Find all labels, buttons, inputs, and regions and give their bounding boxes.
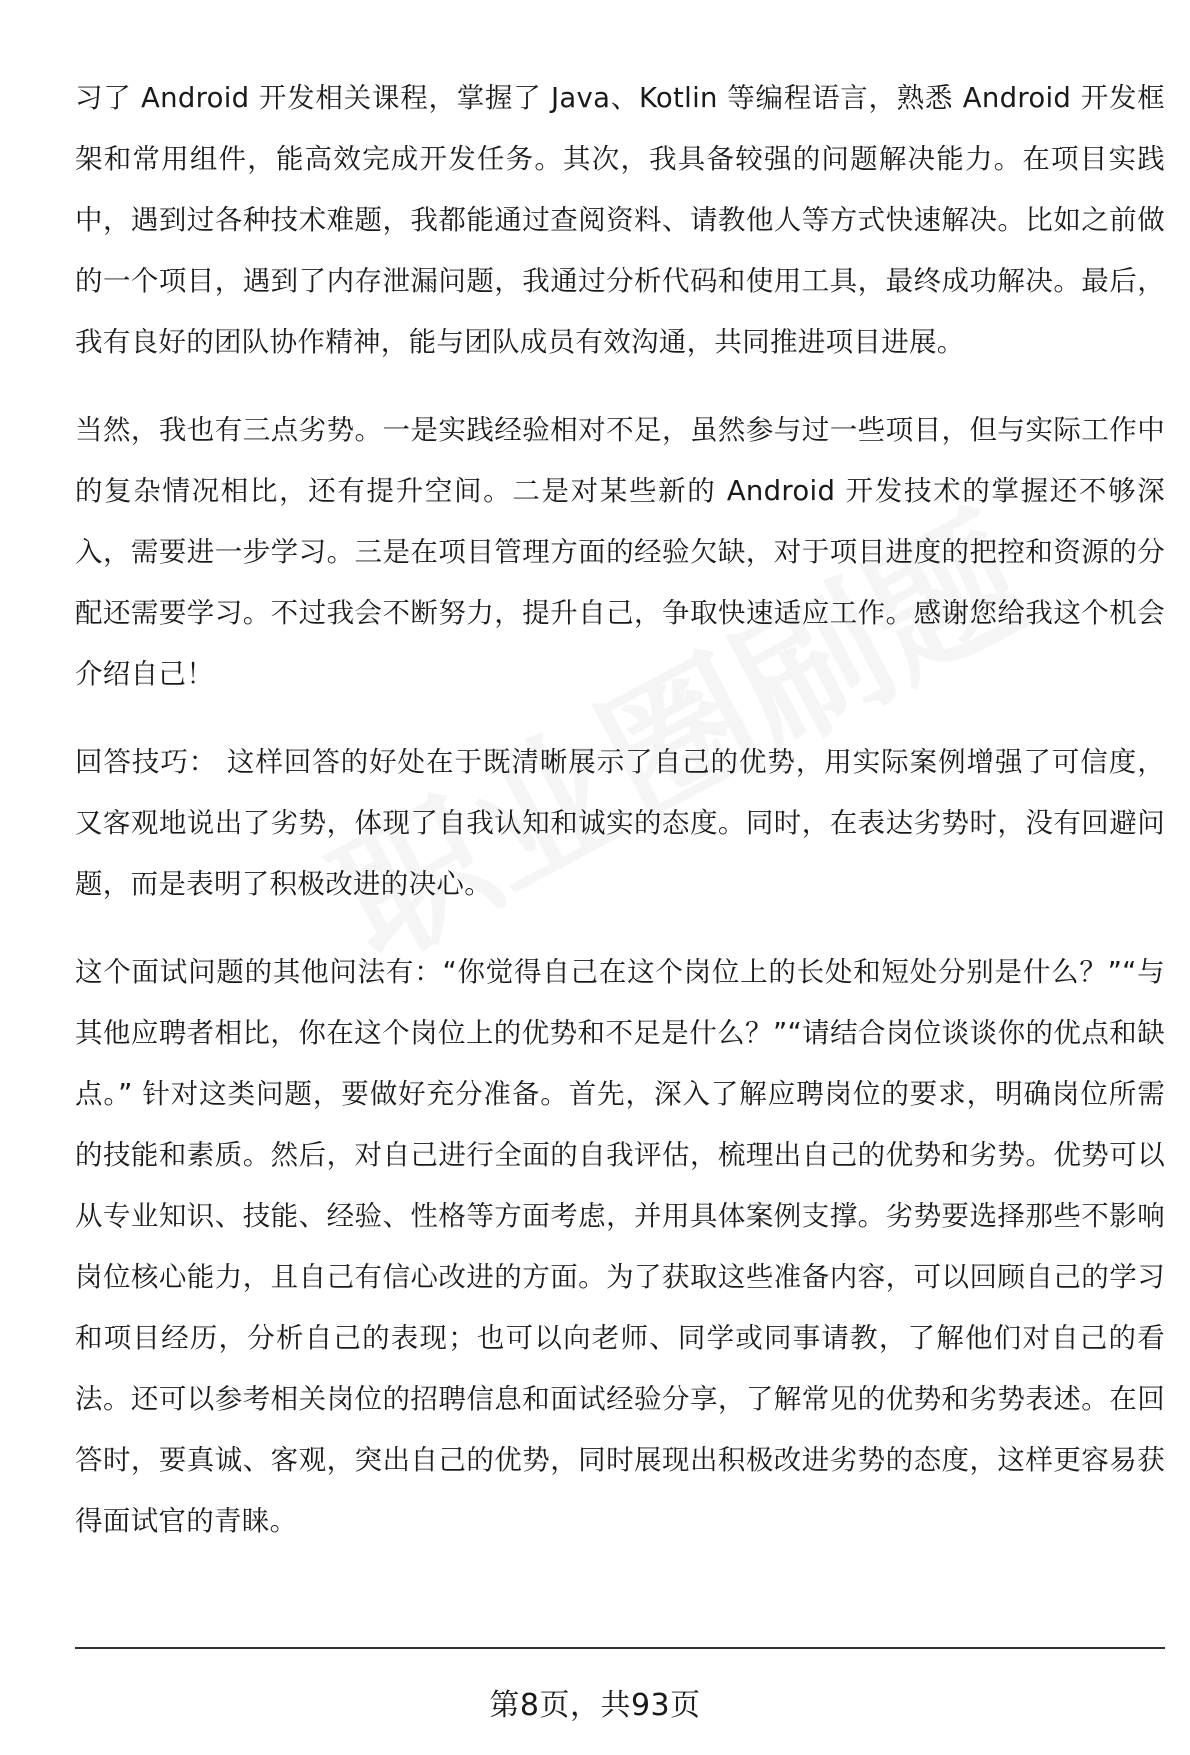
paragraph-strengths: 习了 Android 开发相关课程，掌握了 Java、Kotlin 等编程语言，熟悉 Android 开发框架和常用组件，能高效完成开发任务。其次，我具备较强的问题解决能力。在项目实践中，遇到过各种技术难题，我都能通过查阅资料、请教他人等方式快速解决。比如之前做的一个项目，遇到了内存泄漏问题，我通过分析代码和使用工具，最终成功解决。最后，我有良好的团队协作精神，能与团队成员有效沟通，共同推进项目进展。	[75, 82, 1165, 358]
paragraph-other-phrasings: 这个面试问题的其他问法有：“你觉得自己在这个岗位上的长处和短处分别是什么？”“与其他应聘者相比，你在这个岗位上的优势和不足是什么？”“请结合岗位谈谈你的优点和缺点。” 针对这类问题，要做好充分准备。首先，深入了解应聘岗位的要求，明确岗位所需的技能和素质。然后，对自己进行全面的自我评估，梳理出自己的优势和劣势。优势可以从专业知识、技能、经验、性格等方面考虑，并用具体案例支撑。劣势要选择那些不影响岗位核心能力，且自己有信心改进的方面。为了获取这些准备内容，可以回顾自己的学习和项目经历，分析自己的表现；也可以向老师、同学或同事请教，了解他们对自己的看法。还可以参考相关岗位的招聘信息和面试经验分享，了解常见的优势和劣势表述。在回答时，要真诚、客观，突出自己的优势，同时展现出积极改进劣势的态度，这样更容易获得面试官的青睐。	[75, 956, 1165, 1537]
document-body	[75, 68, 1165, 1579]
footer-divider	[75, 1647, 1165, 1649]
page-number: 第8页，共93页	[489, 1688, 701, 1723]
paragraph-weaknesses: 当然，我也有三点劣势。一是实践经验相对不足，虽然参与过一些项目，但与实际工作中的复杂情况相比，还有提升空间。二是对某些新的 Android 开发技术的掌握还不够深入，需要进一步学习。三是在项目管理方面的经验欠缺，对于项目进度的把控和资源的分配还需要学习。不过我会不断努力，提升自己，争取快速适应工作。感谢您给我这个机会介绍自己！	[75, 414, 1165, 690]
paragraph-answer-tips: 回答技巧： 这样回答的好处在于既清晰展示了自己的优势，用实际案例增强了可信度，又客观地说出了劣势，体现了自我认知和诚实的态度。同时，在表达劣势时，没有回避问题，而是表明了积极改进的决心。	[75, 746, 1165, 900]
